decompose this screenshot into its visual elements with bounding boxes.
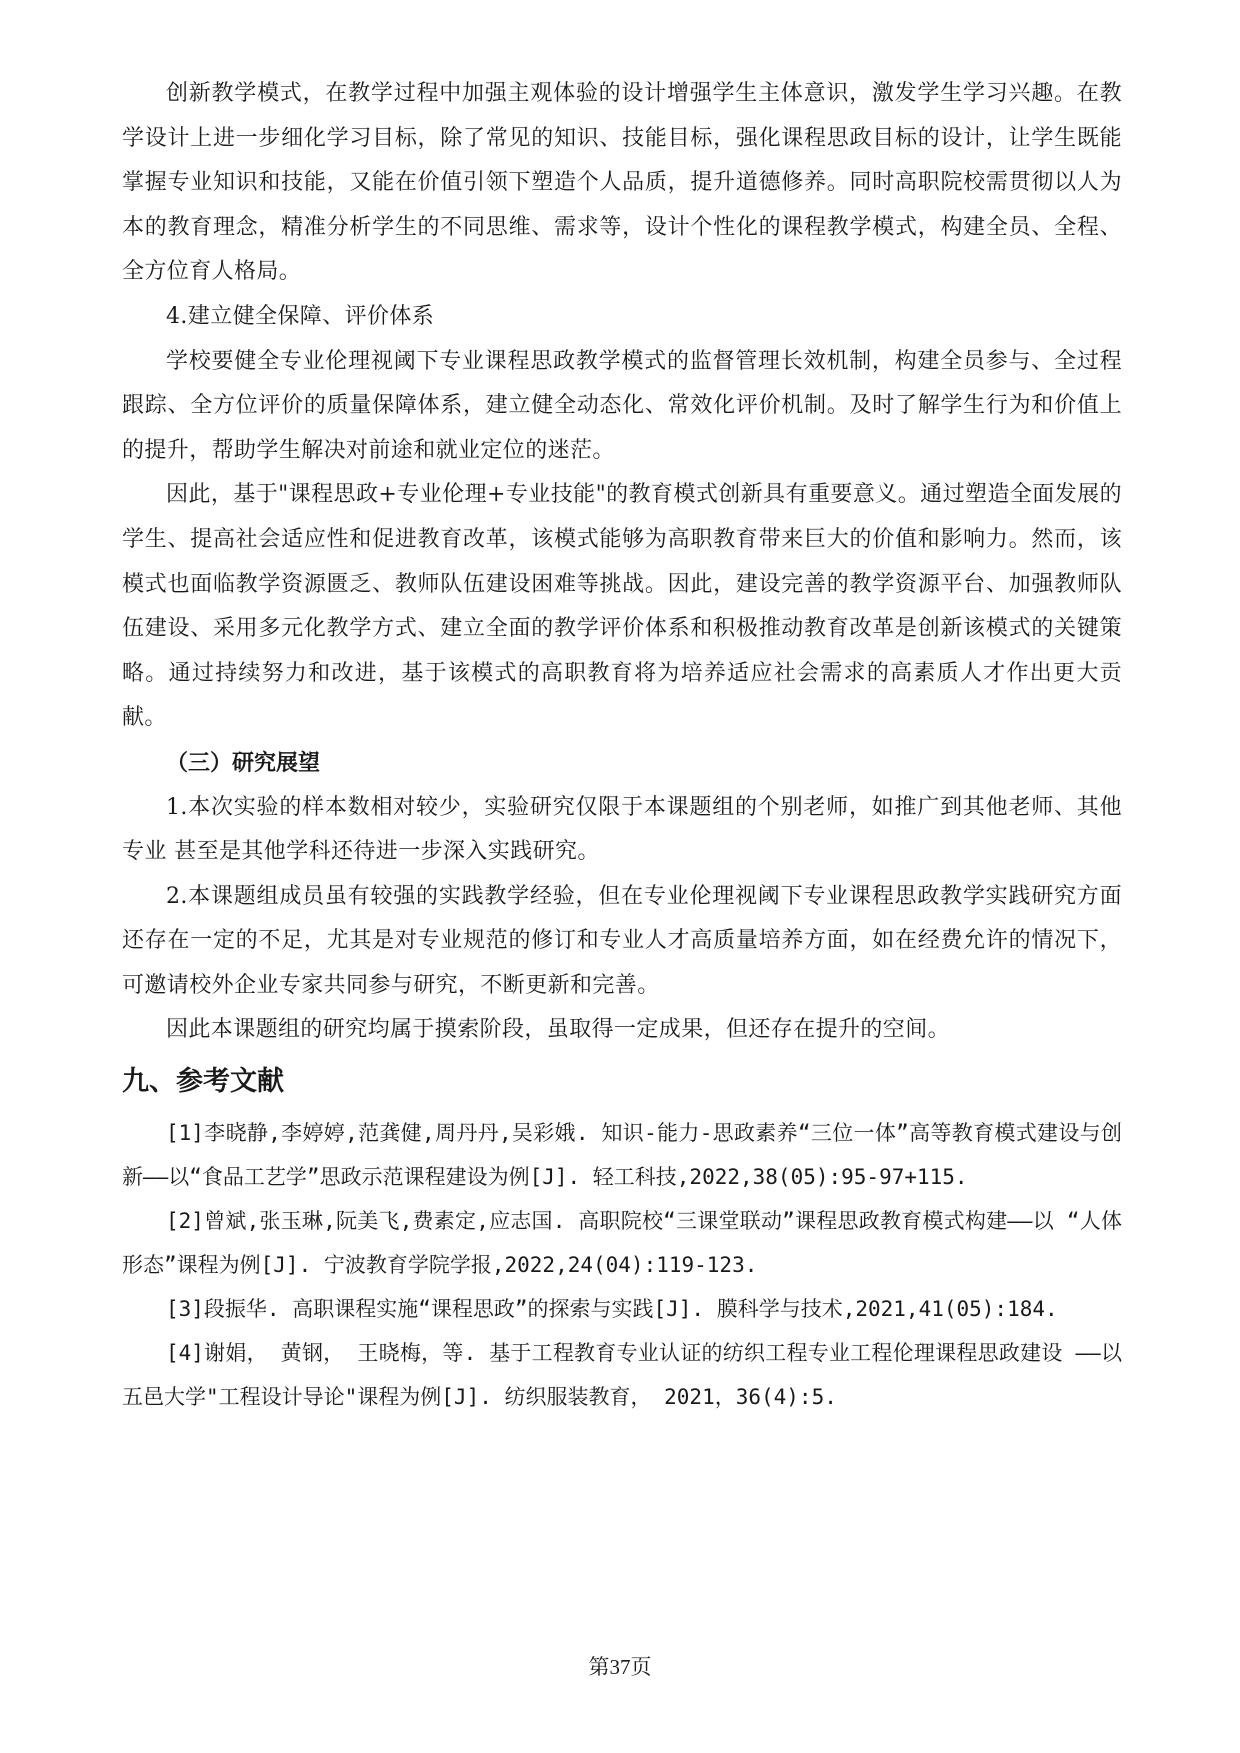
reference-item: [2]曾斌,张玉琳,阮美飞,费素定,应志国. 高职院校“三课堂联动”课程思政教育模式构建——以 “人体形态”课程为例[J]. 宁波教育学院学报,2022,24(04):119-123. — [122, 1209, 1122, 1278]
reference-item: [1]李晓静,李婷婷,范龚健,周丹丹,吴彩娥. 知识-能力-思政素养“三位一体”高等教育模式建设与创新——以“食品工艺学”思政示范课程建设为例[J]. 轻工科技,2022,38(05):95-97+115. — [122, 1121, 1122, 1190]
body-paragraph: 创新教学模式，在教学过程中加强主观体验的设计增强学生主体意识，激发学生学习兴趣。在教学设计上进一步细化学习目标，除了常见的知识、技能目标，强化课程思政目标的设计，让学生既能掌握专业知识和技能，又能在价值引领下塑造个人品质，提升道德修养。同时高职院校需贯彻以人为本的教育理念，精准分析学生的不同思维、需求等，设计个性化的课程教学模式，构建全员、全程、全方位育人格局。 — [122, 81, 1122, 285]
section-heading-research-outlook: （三）研究展望 — [166, 749, 321, 776]
reference-item: [3]段振华. 高职课程实施“课程思政”的探索与实践[J]. 膜科学与技术,2021,41(05):184. — [166, 1297, 1058, 1322]
body-paragraph: 因此，基于"课程思政+专业伦理+专业技能"的教育模式创新具有重要意义。通过塑造全面发展的学生、提高社会适应性和促进教育改革，该模式能够为高职教育带来巨大的价值和影响力。然而，该模式也面临教学资源匮乏、教师队伍建设困难等挑战。因此，建设完善的教学资源平台、加强教师队伍建设、采用多元化教学方式、建立全面的教学评价体系和积极推动教育改革是创新该模式的关键策略。通过持续努力和改进，基于该模式的高职教育将为培养适应社会需求的高素质人才作出更大贡献。 — [122, 482, 1122, 731]
subsection-title: 4.建立健全保障、评价体系 — [166, 303, 435, 329]
body-paragraph: 2.本课题组成员虽有较强的实践教学经验，但在专业伦理视阈下专业课程思政教学实践研究方面还存在一定的不足，尤其是对专业规范的修订和专业人才高质量培养方面，如在经费允许的情况下，可邀请校外企业专家共同参与研究，不断更新和完善。 — [122, 883, 1122, 998]
section-heading-references: 九、参考文献 — [122, 1066, 284, 1098]
body-paragraph: 学校要健全专业伦理视阈下专业课程思政教学模式的监督管理长效机制，构建全员参与、全过程跟踪、全方位评价的质量保障体系，建立健全动态化、常效化评价机制。及时了解学生行为和价值上的提升，帮助学生解决对前途和就业定位的迷茫。 — [122, 348, 1122, 463]
page-number: 第37页 — [588, 1655, 652, 1679]
body-paragraph: 1.本次实验的样本数相对较少，实验研究仅限于本课题组的个别老师，如推广到其他老师、其他专业 甚至是其他学科还待进一步深入实践研究。 — [122, 794, 1122, 865]
body-paragraph: 因此本课题组的研究均属于摸索阶段，虽取得一定成果，但还存在提升的空间。 — [166, 1017, 951, 1043]
page-body — [122, 72, 1122, 1419]
reference-item: [4]谢娟， 黄钢， 王晓梅，等. 基于工程教育专业认证的纺织工程专业工程伦理课程思政建设 ——以五邑大学"工程设计导论"课程为例[J]. 纺织服装教育， 2021，36(4):5. — [122, 1341, 1122, 1410]
